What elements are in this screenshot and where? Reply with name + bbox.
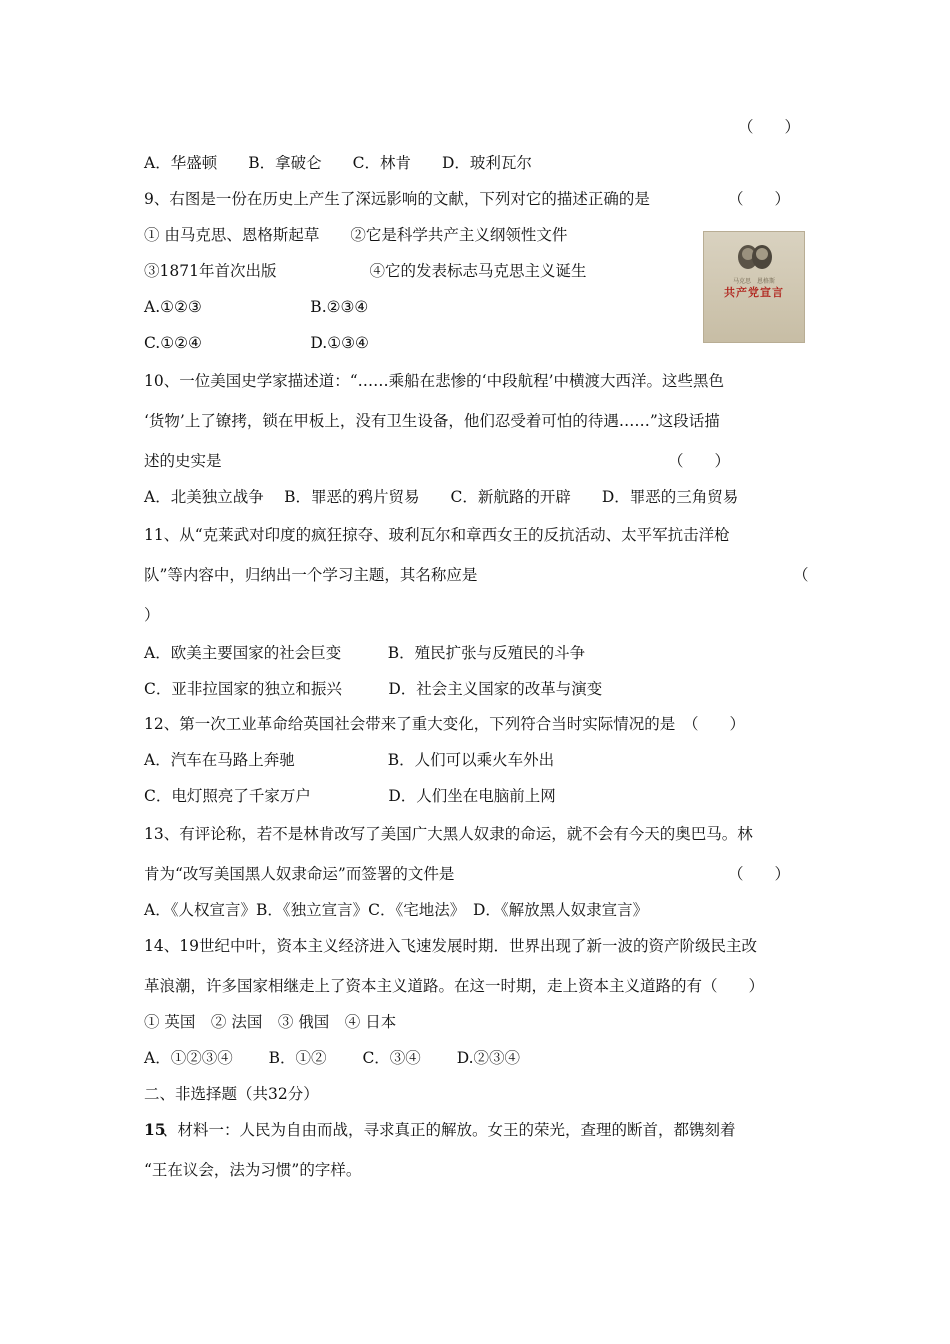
line-q9-opt-cd: C.①②④ D.①③④ <box>144 334 369 352</box>
line-q14-l1: 14、19世纪中叶，资本主义经济进入飞速发展时期．世界出现了新一波的资产阶级民主改 <box>144 937 757 955</box>
line-q11-l2: 队”等内容中，归纳出一个学习主题，其名称应是 <box>144 566 478 584</box>
line-q8-paren: （ ） <box>738 118 801 136</box>
line-q10-l2: ‘货物’上了镣拷，锁在甲板上，没有卫生设备，他们忍受着可怕的待遇……”这段话描 <box>144 412 720 430</box>
cover-title: 共产党宣言 <box>724 286 784 299</box>
line-q9-paren: （ ） <box>728 190 791 208</box>
line-q13-paren: （ ） <box>728 865 791 883</box>
communist-manifesto-cover-image <box>703 231 805 343</box>
line-q10-paren: （ ） <box>668 452 731 470</box>
line-q11-opt-cd: C．亚非拉国家的独立和振兴 D．社会主义国家的改革与演变 <box>144 680 603 698</box>
line-section2-title: 二、非选择题（共32分） <box>144 1085 319 1103</box>
line-q13-l2: 肯为“改写美国黑人奴隶命运”而签署的文件是 <box>144 865 455 883</box>
cover-authors: 马克思 恩格斯 <box>732 278 775 285</box>
line-q9-item-1-2: ① 由马克思、恩格斯起草 ②它是科学共产主义纲领性文件 <box>144 226 568 244</box>
line-q13-l1: 13、有评论称，若不是林肯改写了美国广大黑人奴隶的命运，就不会有今天的奥巴马。林 <box>144 825 753 843</box>
line-q14-items: ① 英国 ② 法国 ③ 俄国 ④ 日本 <box>144 1013 397 1031</box>
line-q11-l1: 11、从“克莱武对印度的疯狂掠夺、玻利瓦尔和章西女王的反抗活动、太平军抗击洋枪 <box>144 526 730 544</box>
line-q15-num: 15 <box>144 1120 166 1139</box>
line-q9-item-3-4: ③1871年首次出版 ④它的发表标志马克思主义诞生 <box>144 262 587 280</box>
line-q12-opt-cd: C．电灯照亮了千家万户 D．人们坐在电脑前上网 <box>144 787 556 805</box>
line-q14-options: A．①②③④ B．①② C．③④ D.②③④ <box>144 1049 521 1067</box>
line-q10-l3: 述的史实是 <box>144 452 222 470</box>
line-q12-stem: 12、第一次工业革命给英国社会带来了重大变化，下列符合当时实际情况的是 （ ） <box>144 715 745 733</box>
line-q15-l1: 、材料一：人民为自由而战，寻求真正的解放。女王的荣光，查理的断首，都镌刻着 <box>162 1121 736 1139</box>
line-q11-paren-close: ） <box>144 606 160 624</box>
line-q13-options: A．《人权宣言》B．《独立宣言》C．《宅地法》 D．《解放黑人奴隶宣言》 <box>144 901 649 919</box>
line-q14-l2: 革浪潮，许多国家相继走上了资本主义道路。在这一时期，走上资本主义道路的有（ ） <box>144 977 765 995</box>
line-q12-opt-ab: A．汽车在马路上奔驰 B．人们可以乘火车外出 <box>144 751 555 769</box>
line-q15-l2: “王在议会，法为习惯”的字样。 <box>144 1161 362 1179</box>
line-q10-l1: 10、一位美国史学家描述道：“……乘船在悲惨的‘中段航程’中横渡大西洋。这些黑色 <box>144 372 725 390</box>
line-q10-options: A．北美独立战争 B．罪恶的鸦片贸易 C．新航路的开辟 D．罪恶的三角贸易 <box>144 488 739 506</box>
line-q8-options: A．华盛顿 B．拿破仑 C．林肯 D．玻利瓦尔 <box>144 154 532 172</box>
line-q9-stem: 9、右图是一份在历史上产生了深远影响的文献，下列对它的描述正确的是 <box>144 190 650 208</box>
line-q9-opt-ab: A.①②③ B.②③④ <box>144 298 369 316</box>
line-q11-opt-ab: A．欧美主要国家的社会巨变 B．殖民扩张与反殖民的斗争 <box>144 644 586 662</box>
marx-engels-portrait-icon <box>735 244 775 270</box>
line-q11-paren-open: （ <box>793 566 809 584</box>
